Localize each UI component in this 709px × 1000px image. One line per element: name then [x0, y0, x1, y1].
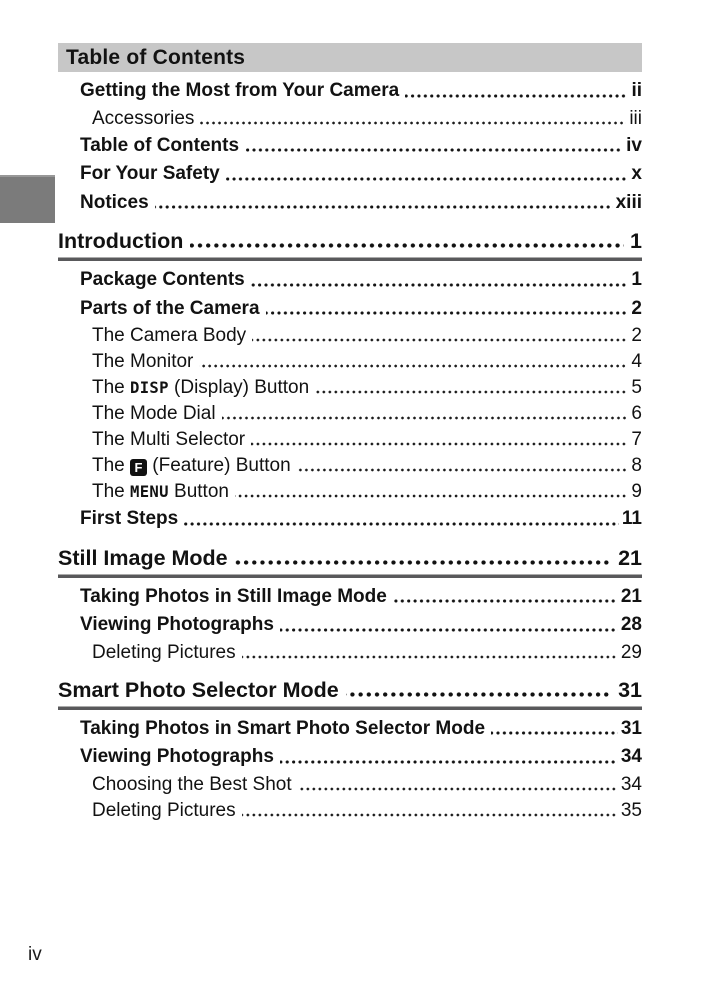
toc-entry[interactable]	[58, 323, 642, 349]
toc-entry[interactable]	[58, 77, 642, 106]
dot-leader	[245, 148, 623, 152]
toc-entry-page: xiii	[615, 191, 642, 213]
toc-section	[58, 226, 642, 534]
toc-entry-label	[92, 479, 229, 505]
toc-section-page: 21	[618, 545, 642, 570]
section-divider	[58, 706, 642, 710]
toc-section-title: Still Image Mode	[58, 545, 228, 570]
front-matter-list	[58, 77, 642, 217]
toc-entry-page: 28	[620, 614, 642, 635]
toc-section-title: Introduction	[58, 229, 184, 253]
toc-entry[interactable]	[58, 479, 642, 505]
toc-section	[58, 543, 642, 666]
toc-entry-label: Deleting Pictures	[92, 799, 236, 821]
toc-entry-label: For Your Safety	[80, 163, 220, 184]
dot-leader	[242, 655, 618, 659]
dot-leader	[226, 177, 629, 181]
toc-sections	[58, 226, 642, 824]
toc-entry-page: 6	[631, 403, 642, 424]
toc-entry-label: Package Contents	[80, 269, 245, 290]
dot-leader	[297, 468, 629, 472]
toc-entry-label: Deleting Pictures	[92, 641, 236, 663]
dot-leader	[251, 442, 628, 446]
dot-leader	[222, 416, 629, 420]
toc-entry[interactable]	[58, 453, 642, 479]
dot-leader	[184, 522, 619, 526]
label-text: The	[92, 481, 131, 502]
toc-entry[interactable]	[58, 189, 642, 218]
dot-leader	[491, 731, 618, 735]
toc-entry-page: 8	[631, 455, 642, 476]
toc-entry-label: The Monitor	[92, 351, 194, 372]
toc-entry-page: 2	[631, 325, 642, 346]
toc-entry[interactable]	[58, 375, 642, 401]
dot-leader	[393, 599, 618, 603]
dot-leader	[298, 787, 618, 791]
toc-entry-page: x	[631, 163, 642, 184]
toc-entry-page: 7	[631, 429, 642, 450]
dot-leader	[242, 813, 618, 817]
toc-entry-page: 21	[620, 585, 642, 607]
toc-entry-label	[92, 453, 291, 479]
toc-entry-label: Parts of the Camera	[80, 297, 260, 319]
disp-button-label: DISP	[130, 379, 169, 397]
section-divider	[58, 257, 642, 261]
toc-entry[interactable]	[58, 640, 642, 666]
toc-entry-label: Viewing Photographs	[80, 614, 274, 635]
toc-entry-label: The Multi Selector	[92, 429, 246, 450]
label-text: The	[92, 377, 131, 398]
toc-section-page: 1	[630, 229, 642, 253]
dot-leader	[190, 243, 624, 248]
label-text: (Display) Button	[168, 377, 310, 398]
toc-entry-page: 34	[620, 773, 642, 795]
toc-entry-label: The Camera Body	[92, 325, 247, 346]
toc-entry[interactable]	[58, 583, 642, 612]
toc-entry-page: iv	[626, 134, 642, 156]
toc-entry-page: 11	[621, 508, 642, 529]
toc-entry-label: Taking Photos in Smart Photo Selector Mode	[80, 717, 486, 739]
toc-entry[interactable]	[58, 505, 642, 534]
dot-leader	[235, 560, 612, 565]
toc-entry-page: 35	[620, 799, 642, 821]
toc-entry-page: 4	[631, 351, 642, 372]
label-text: The	[92, 455, 131, 476]
toc-entry-page: 31	[620, 717, 642, 739]
toc-entry-page: 5	[631, 377, 642, 398]
toc-entry-page: 34	[620, 746, 642, 767]
toc-section-header[interactable]	[58, 543, 642, 573]
toc-entry-label: Accessories	[92, 107, 195, 129]
label-text: (Feature) Button	[147, 455, 291, 476]
toc-entry-page: 9	[631, 481, 642, 502]
dot-leader	[251, 283, 629, 287]
dot-leader	[199, 364, 628, 368]
toc-entry[interactable]	[58, 798, 642, 824]
folio-page-number: iv	[28, 944, 42, 965]
menu-button-label: MENU	[130, 483, 169, 501]
toc-entry-label: The Mode Dial	[92, 403, 216, 424]
page-title: Table of Contents	[58, 43, 642, 72]
toc-entry-label: Taking Photos in Still Image Mode	[80, 585, 387, 607]
toc-entry[interactable]	[58, 401, 642, 427]
toc-entry-page: iii	[629, 107, 642, 129]
dot-leader	[280, 760, 618, 764]
dot-leader	[315, 390, 628, 394]
toc-entry-page: 2	[631, 297, 642, 319]
dot-leader	[346, 692, 612, 697]
toc-entry-page: 1	[631, 269, 642, 290]
feature-key-icon: F	[130, 459, 147, 476]
toc-entry[interactable]	[58, 160, 642, 189]
label-text: Button	[168, 481, 229, 502]
toc-entry[interactable]	[58, 106, 642, 132]
dot-leader	[280, 628, 618, 632]
section-divider	[58, 574, 642, 578]
toc-entry-label: Getting the Most from Your Camera	[80, 80, 400, 101]
dot-leader	[266, 311, 629, 315]
dot-leader	[405, 94, 628, 98]
toc-entry-page: 29	[620, 641, 642, 663]
toc-section-header[interactable]	[58, 675, 642, 705]
toc-entry[interactable]	[58, 132, 642, 161]
toc-entry[interactable]	[58, 772, 642, 798]
toc-entry-label: Table of Contents	[80, 134, 240, 156]
toc-entry[interactable]	[58, 295, 642, 324]
toc-section	[58, 675, 642, 824]
toc-entry-label: Notices	[80, 191, 149, 213]
toc-entry-label: Viewing Photographs	[80, 746, 274, 767]
dot-leader	[235, 494, 628, 498]
toc-entry-label	[92, 375, 309, 401]
toc-entry[interactable]	[58, 349, 642, 375]
toc-section-header[interactable]	[58, 226, 642, 256]
toc-entry[interactable]	[58, 427, 642, 453]
toc-page	[58, 43, 642, 824]
toc-entry[interactable]	[58, 715, 642, 744]
toc-section-page: 31	[618, 677, 642, 702]
toc-entry[interactable]	[58, 743, 642, 772]
toc-entry[interactable]	[58, 611, 642, 640]
dot-leader	[200, 121, 626, 125]
chapter-side-tab	[0, 175, 55, 223]
dot-leader	[155, 205, 613, 209]
dot-leader	[252, 338, 628, 342]
toc-entry[interactable]	[58, 266, 642, 295]
toc-entry-label: Choosing the Best Shot	[92, 773, 292, 795]
toc-entry-label: First Steps	[80, 508, 179, 529]
toc-section-title: Smart Photo Selector Mode	[58, 677, 339, 702]
toc-entry-page: ii	[631, 80, 642, 101]
